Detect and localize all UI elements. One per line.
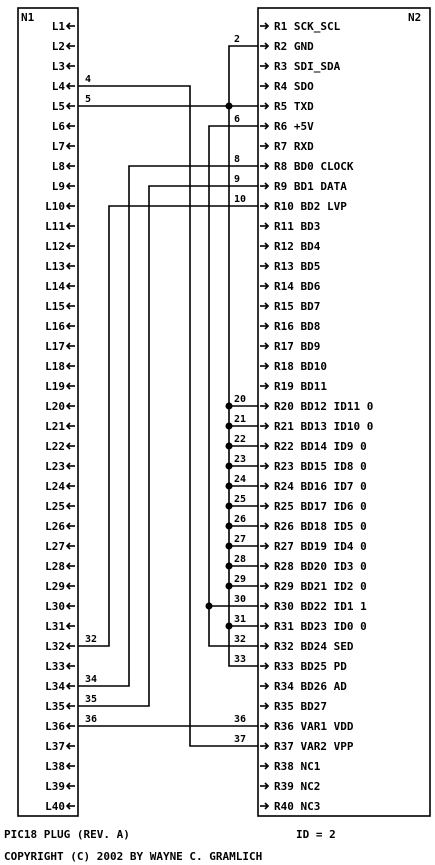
junction-dot xyxy=(206,603,213,610)
left-pin-label: L8 xyxy=(51,160,65,173)
wire-group xyxy=(78,46,258,746)
left-pin-label: L27 xyxy=(45,540,65,553)
right-pin-label: R15 BD7 xyxy=(274,300,321,313)
left-pin-label: L13 xyxy=(45,260,65,273)
right-pin-label: R10 BD2 LVP xyxy=(274,200,347,213)
net-label: 34 xyxy=(85,674,98,685)
left-pin-label: L34 xyxy=(45,680,65,693)
left-pin-label: L20 xyxy=(45,400,65,413)
net-label: 33 xyxy=(234,654,247,665)
junction-dot xyxy=(226,483,233,490)
net-label: 37 xyxy=(234,734,247,745)
wire xyxy=(229,46,258,666)
left-pin-label: L36 xyxy=(45,720,65,733)
right-pin-label: R20 BD12 ID11 0 xyxy=(274,400,374,413)
right-pin-label: R12 BD4 xyxy=(274,240,321,253)
footer-title: PIC18 PLUG (REV. A) xyxy=(4,828,130,841)
right-pin-label: R31 BD23 ID0 0 xyxy=(274,620,367,633)
right-pin-label: R3 SDI_SDA xyxy=(274,60,341,73)
right-pin-label: R30 BD22 ID1 1 xyxy=(274,600,367,613)
net-label: 5 xyxy=(85,94,92,105)
footer-copyright: COPYRIGHT (C) 2002 BY WAYNE C. GRAMLICH xyxy=(4,850,263,863)
net-label: 20 xyxy=(234,394,247,405)
junction-dot xyxy=(226,423,233,430)
right-pin-label: R14 BD6 xyxy=(274,280,321,293)
junction-dot xyxy=(226,623,233,630)
connector-n2-name: N2 xyxy=(408,11,422,24)
right-pin-label: R2 GND xyxy=(274,40,314,53)
right-pin-label: R38 NC1 xyxy=(274,760,321,773)
net-label: 31 xyxy=(234,614,247,625)
left-pin-label: L30 xyxy=(45,600,65,613)
left-pin-label: L18 xyxy=(45,360,65,373)
left-pin-label: L17 xyxy=(45,340,65,353)
left-pin-label: L37 xyxy=(45,740,65,753)
net-label: 27 xyxy=(234,534,247,545)
left-pin-label: L16 xyxy=(45,320,65,333)
net-label: 36 xyxy=(234,714,247,725)
net-label: 32 xyxy=(234,634,247,645)
net-label: 24 xyxy=(234,474,247,485)
right-pin-label: R29 BD21 ID2 0 xyxy=(274,580,367,593)
net-label: 35 xyxy=(85,694,98,705)
right-pin-label: R32 BD24 SED xyxy=(274,640,354,653)
left-pin-label: L14 xyxy=(45,280,65,293)
left-pin-label: L4 xyxy=(51,80,65,93)
right-pin-label: R34 BD26 AD xyxy=(274,680,347,693)
net-label: 29 xyxy=(234,574,247,585)
left-pin-label: L3 xyxy=(51,60,65,73)
net-label: 36 xyxy=(85,714,98,725)
junction-dot xyxy=(226,523,233,530)
junction-dot xyxy=(226,503,233,510)
right-pin-label: R33 BD25 PD xyxy=(274,660,347,673)
left-pin-label: L11 xyxy=(45,220,65,233)
left-pin-label: L28 xyxy=(45,560,65,573)
junction-dot xyxy=(226,103,233,110)
right-pin-label: R21 BD13 ID10 0 xyxy=(274,420,374,433)
net-label: 21 xyxy=(234,414,247,425)
right-pin-label: R25 BD17 ID6 0 xyxy=(274,500,367,513)
left-pin-label: L39 xyxy=(45,780,65,793)
net-label: 32 xyxy=(85,634,98,645)
right-pin-label: R9 BD1 DATA xyxy=(274,180,347,193)
right-pin-label: R11 BD3 xyxy=(274,220,321,233)
left-pin-label: L21 xyxy=(45,420,65,433)
left-pin-label: L32 xyxy=(45,640,65,653)
net-label: 9 xyxy=(234,174,241,185)
right-pin-label: R35 BD27 xyxy=(274,700,327,713)
left-pin-label: L31 xyxy=(45,620,65,633)
net-label: 22 xyxy=(234,434,247,445)
left-pin-label: L15 xyxy=(45,300,65,313)
junction-dot xyxy=(226,443,233,450)
right-pin-label: R8 BD0 CLOCK xyxy=(274,160,354,173)
right-pin-label: R26 BD18 ID5 0 xyxy=(274,520,367,533)
left-pin-label: L24 xyxy=(45,480,65,493)
left-pin-label: L6 xyxy=(51,120,65,133)
footer-id: ID = 2 xyxy=(296,828,336,841)
left-pin-label: L10 xyxy=(45,200,65,213)
left-pin-label: L29 xyxy=(45,580,65,593)
left-pin-label: L7 xyxy=(51,140,65,153)
left-pin-label: L35 xyxy=(45,700,65,713)
left-pin-label: L12 xyxy=(45,240,65,253)
net-label: 30 xyxy=(234,594,247,605)
left-pin-label: L22 xyxy=(45,440,65,453)
junction-dot xyxy=(226,403,233,410)
junction-dot xyxy=(226,583,233,590)
left-pin-label: L25 xyxy=(45,500,65,513)
left-pin-label: L38 xyxy=(45,760,65,773)
junction-dot xyxy=(226,563,233,570)
left-pin-label: L23 xyxy=(45,460,65,473)
right-pin-label: R22 BD14 ID9 0 xyxy=(274,440,367,453)
right-pin-label: R23 BD15 ID8 0 xyxy=(274,460,367,473)
net-label: 26 xyxy=(234,514,247,525)
left-pin-label: L2 xyxy=(51,40,65,53)
right-pin-label: R1 SCK_SCL xyxy=(274,20,341,33)
right-pin-label: R36 VAR1 VDD xyxy=(274,720,354,733)
left-pin-label: L33 xyxy=(45,660,65,673)
right-pin-label: R28 BD20 ID3 0 xyxy=(274,560,367,573)
right-pin-label: R39 NC2 xyxy=(274,780,321,793)
net-label: 6 xyxy=(234,114,241,125)
net-label: 2 xyxy=(234,34,241,45)
left-pin-label: L1 xyxy=(51,20,65,33)
right-pin-label: R7 RXD xyxy=(274,140,314,153)
wire xyxy=(78,86,258,746)
right-pin-label: R24 BD16 ID7 0 xyxy=(274,480,367,493)
left-pin-label: L26 xyxy=(45,520,65,533)
right-pin-label: R17 BD9 xyxy=(274,340,321,353)
left-pin-label: L40 xyxy=(45,800,65,813)
right-pin-label: R40 NC3 xyxy=(274,800,321,813)
left-pin-label: L19 xyxy=(45,380,65,393)
right-pin-label: R19 BD11 xyxy=(274,380,327,393)
net-label: 10 xyxy=(234,194,247,205)
right-pin-label: R16 BD8 xyxy=(274,320,321,333)
net-label: 28 xyxy=(234,554,247,565)
right-pin-label: R4 SDO xyxy=(274,80,314,93)
net-label: 4 xyxy=(85,74,92,85)
junction-dot xyxy=(226,543,233,550)
right-pin-label: R6 +5V xyxy=(274,120,314,133)
right-pin-label: R37 VAR2 VPP xyxy=(274,740,354,753)
junction-dot xyxy=(226,463,233,470)
net-label: 23 xyxy=(234,454,247,465)
connector-n1-name: N1 xyxy=(21,11,35,24)
right-pin-label: R13 BD5 xyxy=(274,260,321,273)
net-label: 8 xyxy=(234,154,241,165)
right-pin-label: R5 TXD xyxy=(274,100,314,113)
right-pin-label: R18 BD10 xyxy=(274,360,327,373)
right-pin-label: R27 BD19 ID4 0 xyxy=(274,540,367,553)
net-label: 25 xyxy=(234,494,247,505)
left-pin-label: L5 xyxy=(51,100,65,113)
left-pin-label: L9 xyxy=(51,180,65,193)
